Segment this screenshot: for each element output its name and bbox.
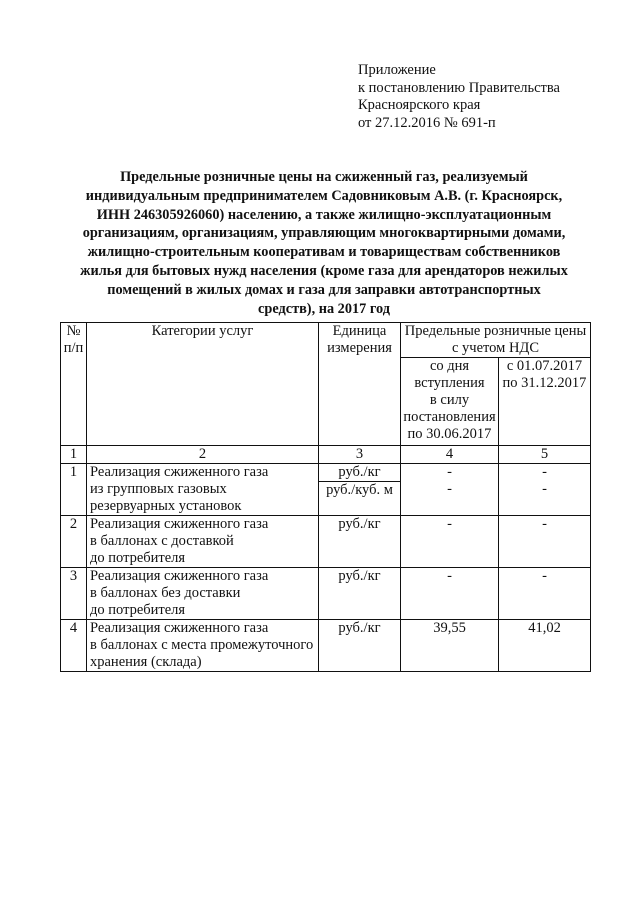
- service-name: Реализация сжиженного газа в баллонах с доставкой до потребителя: [87, 516, 319, 568]
- col-number: 5: [499, 446, 591, 464]
- appendix-line: Красноярского края: [358, 97, 481, 113]
- price-period-1: -: [401, 568, 499, 620]
- title-line: помещений в жилых домах и газа для заправки автотранспортных: [107, 281, 541, 298]
- appendix-line: Приложение: [358, 62, 436, 78]
- unit-value: руб./кг: [319, 568, 401, 620]
- service-name: Реализация сжиженного газа в баллонах с места промежуточного хранения (склада): [87, 620, 319, 672]
- col-number: 4: [401, 446, 499, 464]
- row-number: 3: [61, 568, 87, 620]
- title-line: организациям, организациям, управляющим многоквартирными домами,: [82, 225, 566, 242]
- unit-value: руб./кг: [338, 464, 381, 480]
- appendix-line: от 27.12.2016 № 691-п: [358, 114, 496, 131]
- title-line: Предельные розничные цены на сжиженный газ, реализуемый: [120, 169, 528, 185]
- title-line: индивидуальным предпринимателем Садовниковым А.В. (г. Красноярск,: [85, 187, 563, 204]
- row-number: 4: [61, 620, 87, 672]
- price-period-2: - -: [499, 464, 591, 516]
- price-period-1: 39,55: [401, 620, 499, 672]
- unit-value: руб./куб. м: [326, 482, 393, 498]
- title-line: ИНН 246305926060) населению, а также жилищно-эксплуатационным: [96, 206, 552, 223]
- service-name: Реализация сжиженного газа из групповых газовых резервуарных установок: [87, 464, 319, 516]
- row-number: 1: [61, 464, 87, 516]
- header-prices: Предельные розничные цены с учетом НДС: [401, 323, 591, 358]
- table-row: [61, 620, 591, 672]
- unit-cell: [319, 464, 401, 516]
- row-number: 2: [61, 516, 87, 568]
- header-category: Категории услуг: [87, 323, 319, 446]
- document-title: [44, 168, 604, 318]
- table-row: [61, 464, 591, 516]
- service-name: Реализация сжиженного газа в баллонах без доставки до потребителя: [87, 568, 319, 620]
- col-number: 2: [87, 446, 319, 464]
- col-number: 3: [319, 446, 401, 464]
- title-line: средств), на 2017 год: [258, 300, 390, 317]
- unit-value: руб./кг: [319, 620, 401, 672]
- price-period-2: -: [499, 516, 591, 568]
- price-period-2: 41,02: [499, 620, 591, 672]
- price-period-1: - -: [401, 464, 499, 516]
- title-line: жилья для бытовых нужд населения (кроме газа для арендаторов нежилых: [80, 262, 568, 279]
- header-unit: Единица измерения: [319, 323, 401, 446]
- table-header-row: [61, 323, 591, 358]
- col-number: 1: [61, 446, 87, 464]
- header-period-2: с 01.07.2017 по 31.12.2017: [499, 358, 591, 446]
- price-period-2: -: [499, 568, 591, 620]
- appendix-reference: [358, 62, 560, 132]
- table-row: [61, 568, 591, 620]
- column-number-row: [61, 446, 591, 464]
- unit-value: руб./кг: [319, 516, 401, 568]
- header-num: № п/п: [61, 323, 87, 446]
- appendix-line: к постановлению Правительства: [358, 79, 560, 96]
- table-row: [61, 516, 591, 568]
- price-table: [60, 322, 591, 672]
- price-period-1: -: [401, 516, 499, 568]
- header-period-1: со дня вступления в силу постановления по 30.06.2017: [401, 358, 499, 446]
- title-line: жилищно-строительным кооперативам и товариществам собственников: [87, 244, 561, 261]
